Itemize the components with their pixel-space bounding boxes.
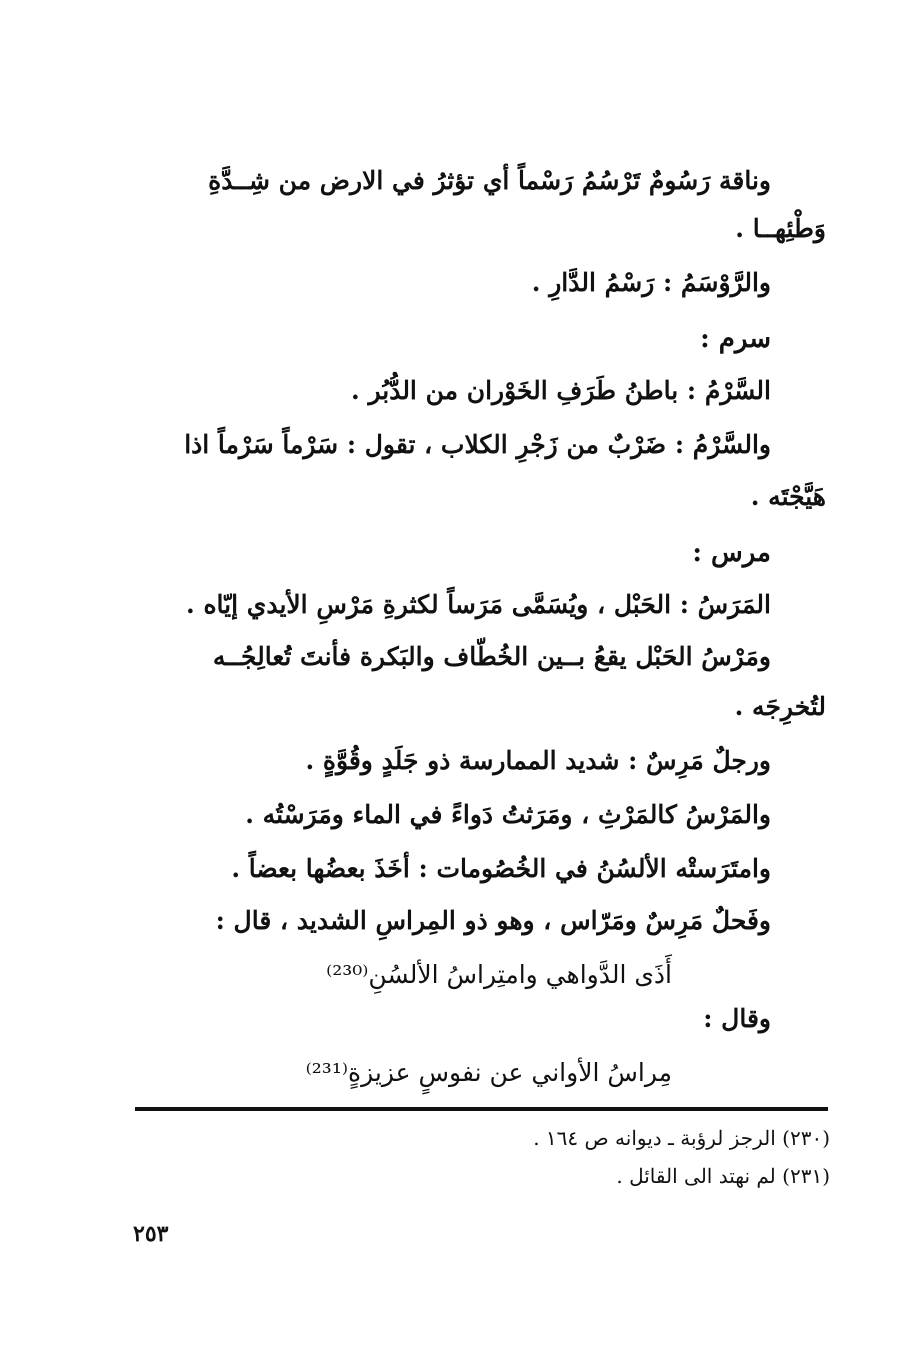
text-line-11: والمَرْسُ كالمَرْثِ ، ومَرَثتُ دَواءً في الماء ومَرَسْتُه . bbox=[245, 800, 771, 829]
text-line-8: ومَرْسُ الحَبْل يقعُ بــين الخُطّاف والبَكرة فأنتَ تُعالِجُــه bbox=[212, 642, 771, 671]
entry-heading-mars: مرس : bbox=[692, 538, 771, 568]
footnote-separator bbox=[135, 1107, 828, 1111]
verse-line-1: أَذَى الدَّواهي وامتِراسُ الألسُنِ⁽²³⁰⁾ bbox=[326, 960, 672, 989]
text-line-7: المَرَسُ : الحَبْل ، ويُسَمَّى مَرَساً لكثرةِ مَرْسِ الأيدي إيّاه . bbox=[186, 590, 771, 619]
text-line-6: هَيَّجْتَه . bbox=[750, 482, 826, 511]
footnote-230: (٢٣٠) الرجز لرؤبة ـ ديوانه ص ١٦٤ . bbox=[533, 1126, 830, 1150]
footnote-231: (٢٣١) لم نهتد الى القائل . bbox=[616, 1164, 830, 1188]
text-line-5: والسَّرْمُ : ضَرْبٌ من زَجْرِ الكلاب ، تقول : سَرْماً سَرْماً اذا bbox=[184, 430, 771, 459]
text-line-4: السَّرْمُ : باطنُ طَرَفِ الخَوْران من الدُّبُر . bbox=[351, 376, 771, 405]
page-number: ٢٥٣ bbox=[133, 1221, 169, 1247]
text-line-2: وَطْئِهــا . bbox=[735, 214, 826, 243]
text-line-12: وامتَرَستْه الألسُنُ في الخُصُومات : أخَذَ بعضُها بعضاً . bbox=[231, 854, 771, 883]
text-line-10: ورجلٌ مَرِسٌ : شديد الممارسة ذو جَلَدٍ وقُوَّةٍ . bbox=[305, 746, 771, 775]
verse-line-2: مِراسُ الأواني عن نفوسٍ عزيزةٍ⁽²³¹⁾ bbox=[305, 1058, 672, 1087]
text-line-9: لتُخرِجَه . bbox=[734, 692, 826, 721]
entry-heading-sarm: سرم : bbox=[700, 324, 771, 354]
text-line-3: والرَّوْسَمُ : رَسْمُ الدَّارِ . bbox=[531, 268, 771, 297]
text-line-13: وفَحلٌ مَرِسٌ ومَرّاس ، وهو ذو المِراسِ الشديد ، قال : bbox=[215, 906, 771, 935]
text-line-1: وناقة رَسُوم‌ٌ تَرْسُمُ رَسْماً أي تؤثرُ في الارض من شِــدَّةِ bbox=[208, 166, 771, 195]
text-line-said: وقال : bbox=[703, 1004, 771, 1033]
